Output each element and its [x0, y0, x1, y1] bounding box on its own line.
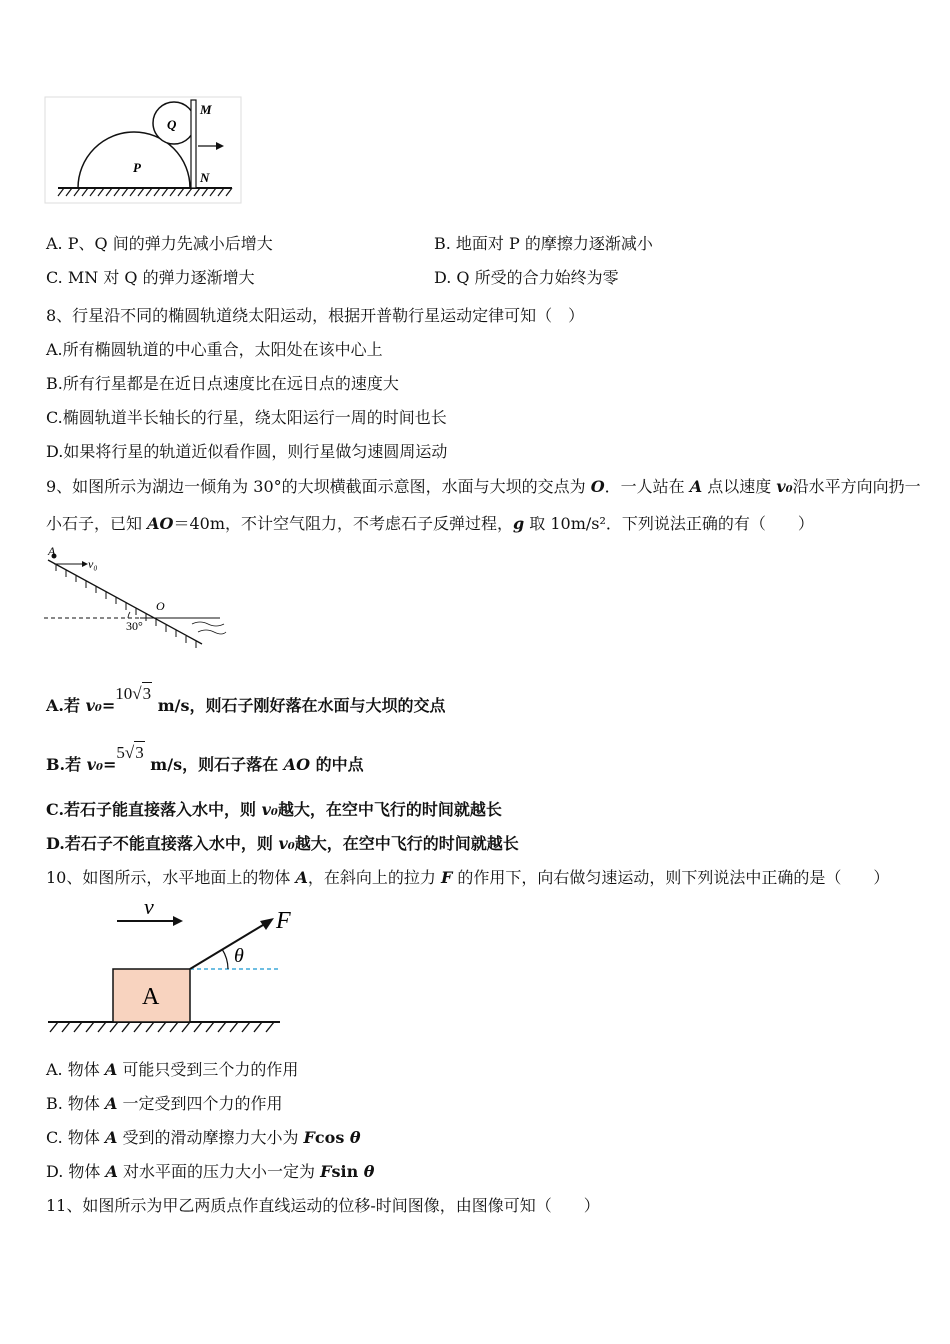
q10-option-d-text: 对水平面的压力大小一定为: [117, 1162, 321, 1181]
q10-diagram: [44, 896, 304, 1038]
label-angle: 30°: [126, 619, 143, 633]
q9-v0: v₀: [776, 477, 793, 496]
q10-stem-text: 10、如图所示，水平地面上的物体: [46, 868, 296, 887]
q10-option-d-var: A: [105, 1162, 118, 1181]
q10-option-c-f: F: [303, 1128, 315, 1147]
q10-option-b-text: B. 物体: [46, 1094, 106, 1113]
q9-option-d-v0: v₀: [278, 834, 295, 853]
label-Q: Q: [167, 117, 177, 132]
sqrt-radicand: 3: [142, 684, 152, 703]
label-block-A: A: [142, 984, 160, 1010]
q10-option-b: [46, 1094, 283, 1114]
q10-object-a: A: [295, 868, 308, 887]
q10-option-c-cos: cos: [314, 1128, 350, 1147]
q10-stem-text: 的作用下，向右做匀速运动，则下列说法中正确的是（ ）: [452, 868, 890, 887]
sqrt-coef: 5: [116, 743, 125, 762]
q9-stem-line1: [46, 477, 921, 497]
label-A: A: [48, 544, 56, 558]
q9-option-a-value: 10√3: [115, 684, 152, 703]
board-MN: [191, 100, 196, 188]
q10-option-c-theta: θ: [349, 1128, 361, 1147]
q9-option-b-text: B.若: [46, 755, 87, 774]
q10-option-a: [46, 1060, 298, 1080]
q9-option-d-text: D.若石子不能直接落入水中，则: [46, 834, 279, 853]
q7-option-c: C. MN 对 Q 的弹力逐渐增大: [46, 268, 255, 287]
sqrt-radicand: 3: [135, 743, 144, 762]
q9-stem-text: ．一人站在: [604, 477, 690, 496]
q10-option-b-var: A: [105, 1094, 118, 1113]
q10-option-d-text: D. 物体: [46, 1162, 106, 1181]
q8-option-a: A.所有椭圆轨道的中心重合，太阳处在该中心上: [46, 340, 383, 359]
q10-option-c-text: C. 物体: [46, 1128, 105, 1147]
q9-option-a-v0: v₀=: [85, 696, 116, 715]
q7-option-d: D. Q 所受的合力始终为零: [434, 268, 619, 287]
q9-point-a: A: [689, 477, 703, 496]
figure-q9: [42, 544, 242, 654]
q10-option-c-var: A: [104, 1128, 118, 1147]
q10-option-d: [46, 1162, 374, 1182]
q8-option-b: B.所有行星都是在近日点速度比在远日点的速度大: [46, 374, 399, 393]
q10-stem-text: ，在斜向上的拉力: [307, 868, 441, 887]
q8-stem: 8、行星沿不同的椭圆轨道绕太阳运动，根据开普勒行星运动定律可知（ ）: [46, 306, 585, 325]
q8-option-c: C.椭圆轨道半长轴长的行星，绕太阳运行一周的时间也长: [46, 408, 447, 427]
q11-stem: 11、如图所示为甲乙两质点作直线运动的位移-时间图像，由图像可知（ ）: [46, 1196, 600, 1215]
q9-ao: AO: [147, 514, 174, 533]
q9-diagram: [42, 544, 242, 654]
label-v0: v₀: [88, 557, 98, 571]
q9-stem-text: 取 10m/s²．下列说法正确的有（ ）: [524, 514, 814, 533]
q10-option-c: [46, 1128, 361, 1148]
q9-option-a-text: A.若: [46, 696, 86, 715]
figure-q10: [44, 896, 304, 1038]
label-v: v: [144, 896, 154, 919]
figure-q7: [44, 96, 244, 206]
q10-option-a-text: 可能只受到三个力的作用: [117, 1060, 299, 1079]
q10-force-f: F: [440, 868, 453, 887]
q9-g: g: [513, 514, 525, 533]
q9-stem-text: 点以速度: [702, 477, 777, 496]
q10-option-d-theta: θ: [363, 1162, 375, 1181]
q9-option-b-value: 5√3: [116, 743, 144, 762]
q9-option-a: [46, 684, 446, 717]
q9-stem-text: 小石子，已知: [46, 514, 148, 533]
q9-option-b-text: m/s，则石子落在: [144, 755, 284, 774]
q9-option-b-text: 的中点: [310, 755, 364, 774]
label-M: M: [200, 102, 212, 117]
q9-option-d: [46, 834, 519, 854]
q10-option-c-text: 受到的滑动摩擦力大小为: [117, 1128, 304, 1147]
label-F: F: [276, 908, 291, 934]
label-O: O: [156, 599, 165, 613]
q9-stem-text: ＝40m，不计空气阻力，不考虑石子反弹过程，: [173, 514, 513, 533]
q9-option-b: [46, 743, 364, 776]
q9-option-c-v0: v₀: [261, 800, 278, 819]
q9-option-a-text: m/s，则石子刚好落在水面与大坝的交点: [152, 696, 446, 715]
q9-stem-text: 沿水平方向向扔一: [792, 477, 921, 496]
q9-option-d-text: 越大，在空中飞行的时间就越长: [294, 834, 519, 853]
q9-option-c-text: C.若石子能直接落入水中，则: [46, 800, 262, 819]
q10-option-a-text: A. 物体: [46, 1060, 105, 1079]
q10-option-d-f: F: [320, 1162, 332, 1181]
q10-option-a-var: A: [104, 1060, 118, 1079]
q10-stem: [46, 868, 889, 888]
q9-option-c-text: 越大，在空中飞行的时间就越长: [277, 800, 502, 819]
label-P: P: [133, 160, 141, 175]
label-N: N: [200, 170, 210, 185]
label-theta: θ: [234, 945, 244, 967]
q9-option-b-v0: v₀=: [86, 755, 117, 774]
q9-stem-line2: [46, 514, 814, 534]
q10-option-d-sin: sin: [331, 1162, 364, 1181]
q7-option-a: A. P、Q 间的弹力先减小后增大: [46, 234, 273, 253]
q9-option-c: [46, 800, 502, 820]
q10-option-b-text: 一定受到四个力的作用: [117, 1094, 283, 1113]
q7-diagram: [44, 96, 244, 206]
q9-point-o: O: [590, 477, 605, 496]
q7-option-b: B. 地面对 P 的摩擦力逐渐减小: [434, 234, 653, 253]
q9-option-b-ao: AO: [283, 755, 311, 774]
q8-option-d: D.如果将行星的轨道近似看作圆，则行星做匀速圆周运动: [46, 442, 448, 461]
sqrt-coef: 10: [115, 684, 133, 703]
q9-stem-text: 9、如图所示为湖边一倾角为 30°的大坝横截面示意图，水面与大坝的交点为: [46, 477, 591, 496]
